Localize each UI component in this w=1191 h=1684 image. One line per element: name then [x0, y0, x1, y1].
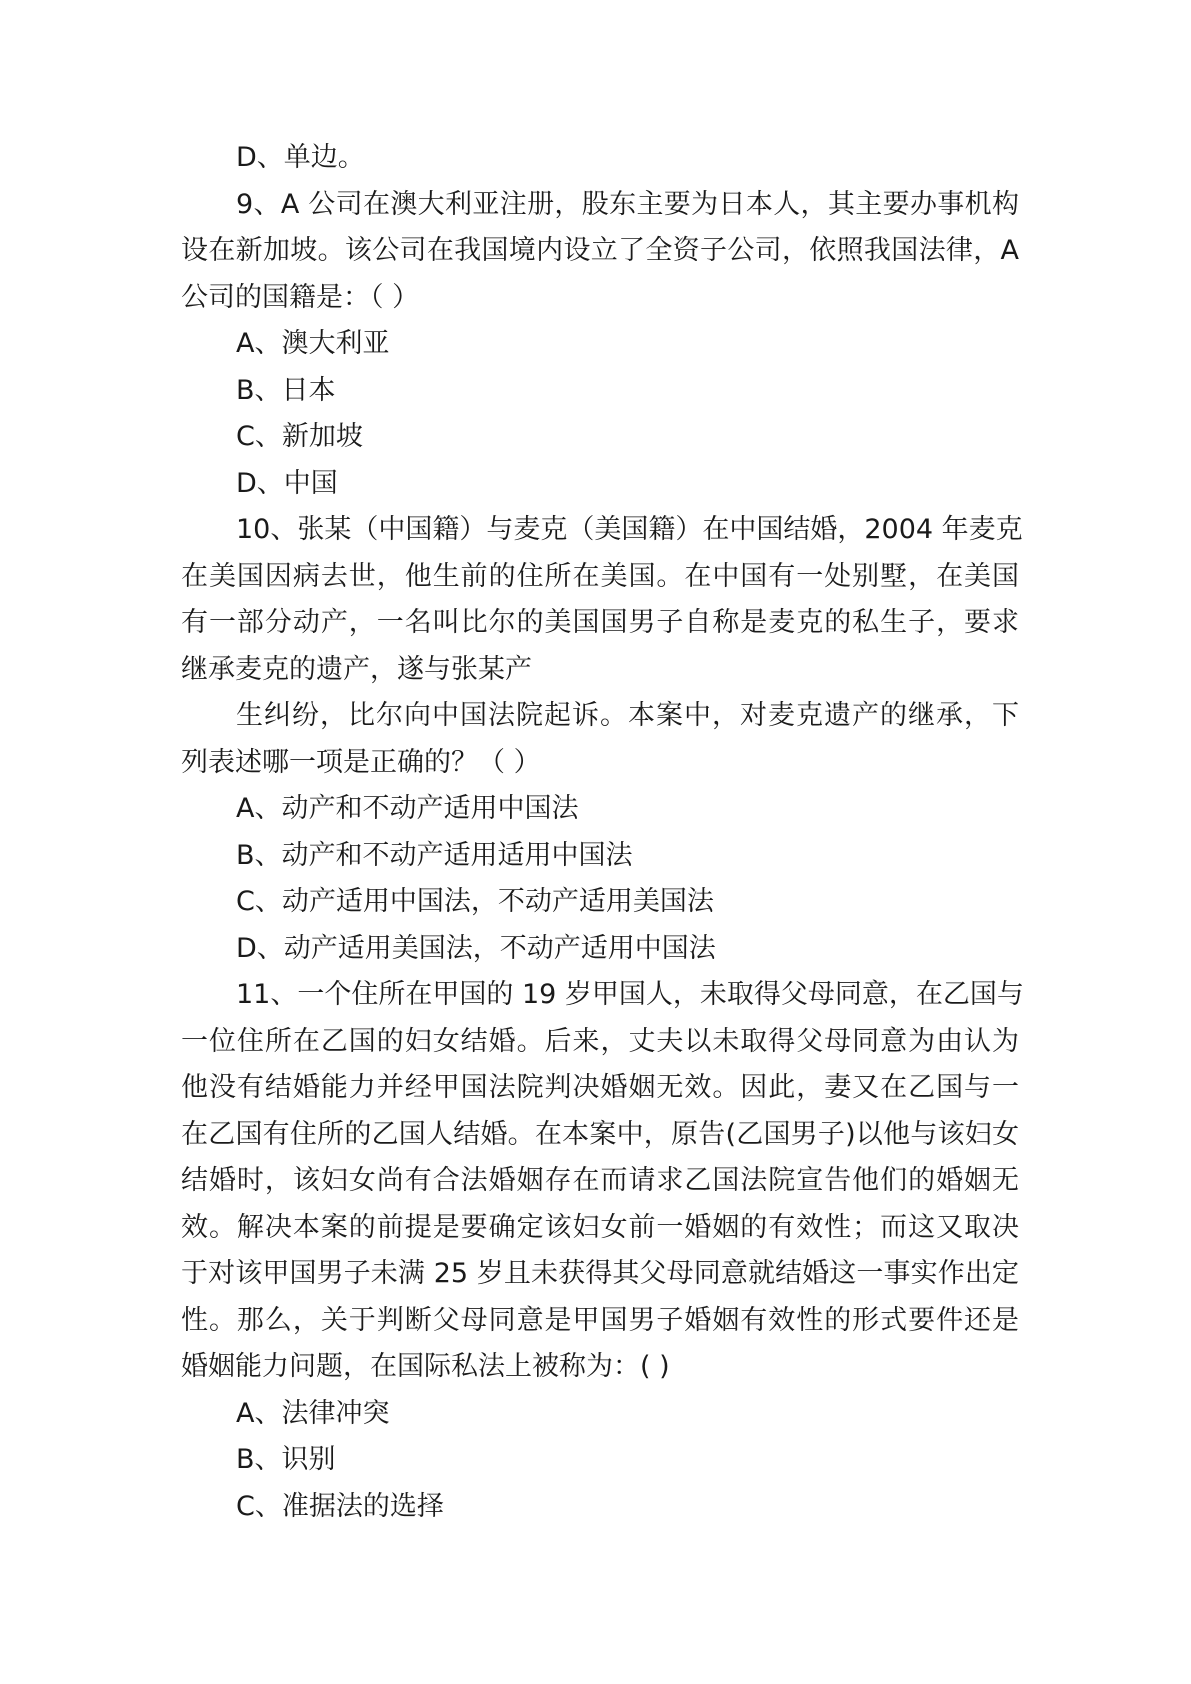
question-9-line-2: 设在新加坡。该公司在我国境内设立了全资子公司，依照我国法律，A	[181, 235, 1019, 266]
document-page	[181, 135, 1024, 1530]
option-c-q10: C、动产适用中国法，不动产适用美国法	[236, 886, 714, 917]
question-9-line-1: 9、A 公司在澳大利亚注册，股东主要为日本人，其主要办事机构	[236, 188, 1019, 220]
option-b-q9: B、日本	[236, 374, 336, 406]
option-a-q9: A、澳大利亚	[236, 328, 390, 359]
question-11-line-7: 于对该甲国男子未满 25 岁且未获得其父母同意就结婚这一事实作出定	[181, 1258, 1019, 1289]
question-11-line-6: 效。解决本案的前提是要确定该妇女前一婚姻的有效性；而这又取决	[181, 1211, 1019, 1243]
question-11-line-4: 在乙国有住所的乙国人结婚。在本案中，原告(乙国男子)以他与该妇女	[181, 1118, 1019, 1150]
option-a-q11: A、法律冲突	[236, 1397, 390, 1429]
question-11-line-3: 他没有结婚能力并经甲国法院判决婚姻无效。因此，妻又在乙国与一	[181, 1072, 1019, 1103]
question-10-line-5: 生纠纷，比尔向中国法院起诉。本案中，对麦克遗产的继承，下	[236, 700, 1019, 731]
question-10-line-2: 在美国因病去世，他生前的住所在美国。在中国有一处别墅，在美国	[181, 560, 1019, 592]
option-c-q9: C、新加坡	[236, 421, 363, 452]
question-10-line-6: 列表述哪一项是正确的？（ ）	[181, 746, 541, 778]
option-c-q11: C、准据法的选择	[236, 1490, 444, 1522]
option-b-q10: B、动产和不动产适用适用中国法	[236, 839, 633, 871]
question-10-line-3: 有一部分动产，一名叫比尔的美国国男子自称是麦克的私生子，要求	[181, 607, 1019, 638]
option-d-q9: D、中国	[236, 467, 338, 499]
question-9-line-3: 公司的国籍是：（ ）	[181, 281, 420, 313]
question-11-line-1: 11、一个住所在甲国的 19 岁甲国人，未取得父母同意，在乙国与	[236, 979, 1024, 1010]
question-10-line-1: 10、张某（中国籍）与麦克（美国籍）在中国结婚，2004 年麦克	[236, 514, 1023, 545]
question-11-line-9: 婚姻能力问题，在国际私法上被称为：( )	[181, 1351, 670, 1382]
option-a-q10: A、动产和不动产适用中国法	[236, 793, 579, 824]
option-d-q8: D、单边。	[236, 142, 365, 173]
option-b-q11: B、识别	[236, 1444, 336, 1475]
question-11-line-8: 性。那么，关于判断父母同意是甲国男子婚姻有效性的形式要件还是	[181, 1304, 1019, 1336]
question-10-line-4: 继承麦克的遗产，遂与张某产	[181, 653, 532, 685]
option-d-q10: D、动产适用美国法，不动产适用中国法	[236, 932, 716, 964]
question-11-line-2: 一位住所在乙国的妇女结婚。后来，丈夫以未取得父母同意为由认为	[181, 1025, 1019, 1057]
question-11-line-5: 结婚时，该妇女尚有合法婚姻存在而请求乙国法院宣告他们的婚姻无	[181, 1165, 1019, 1196]
